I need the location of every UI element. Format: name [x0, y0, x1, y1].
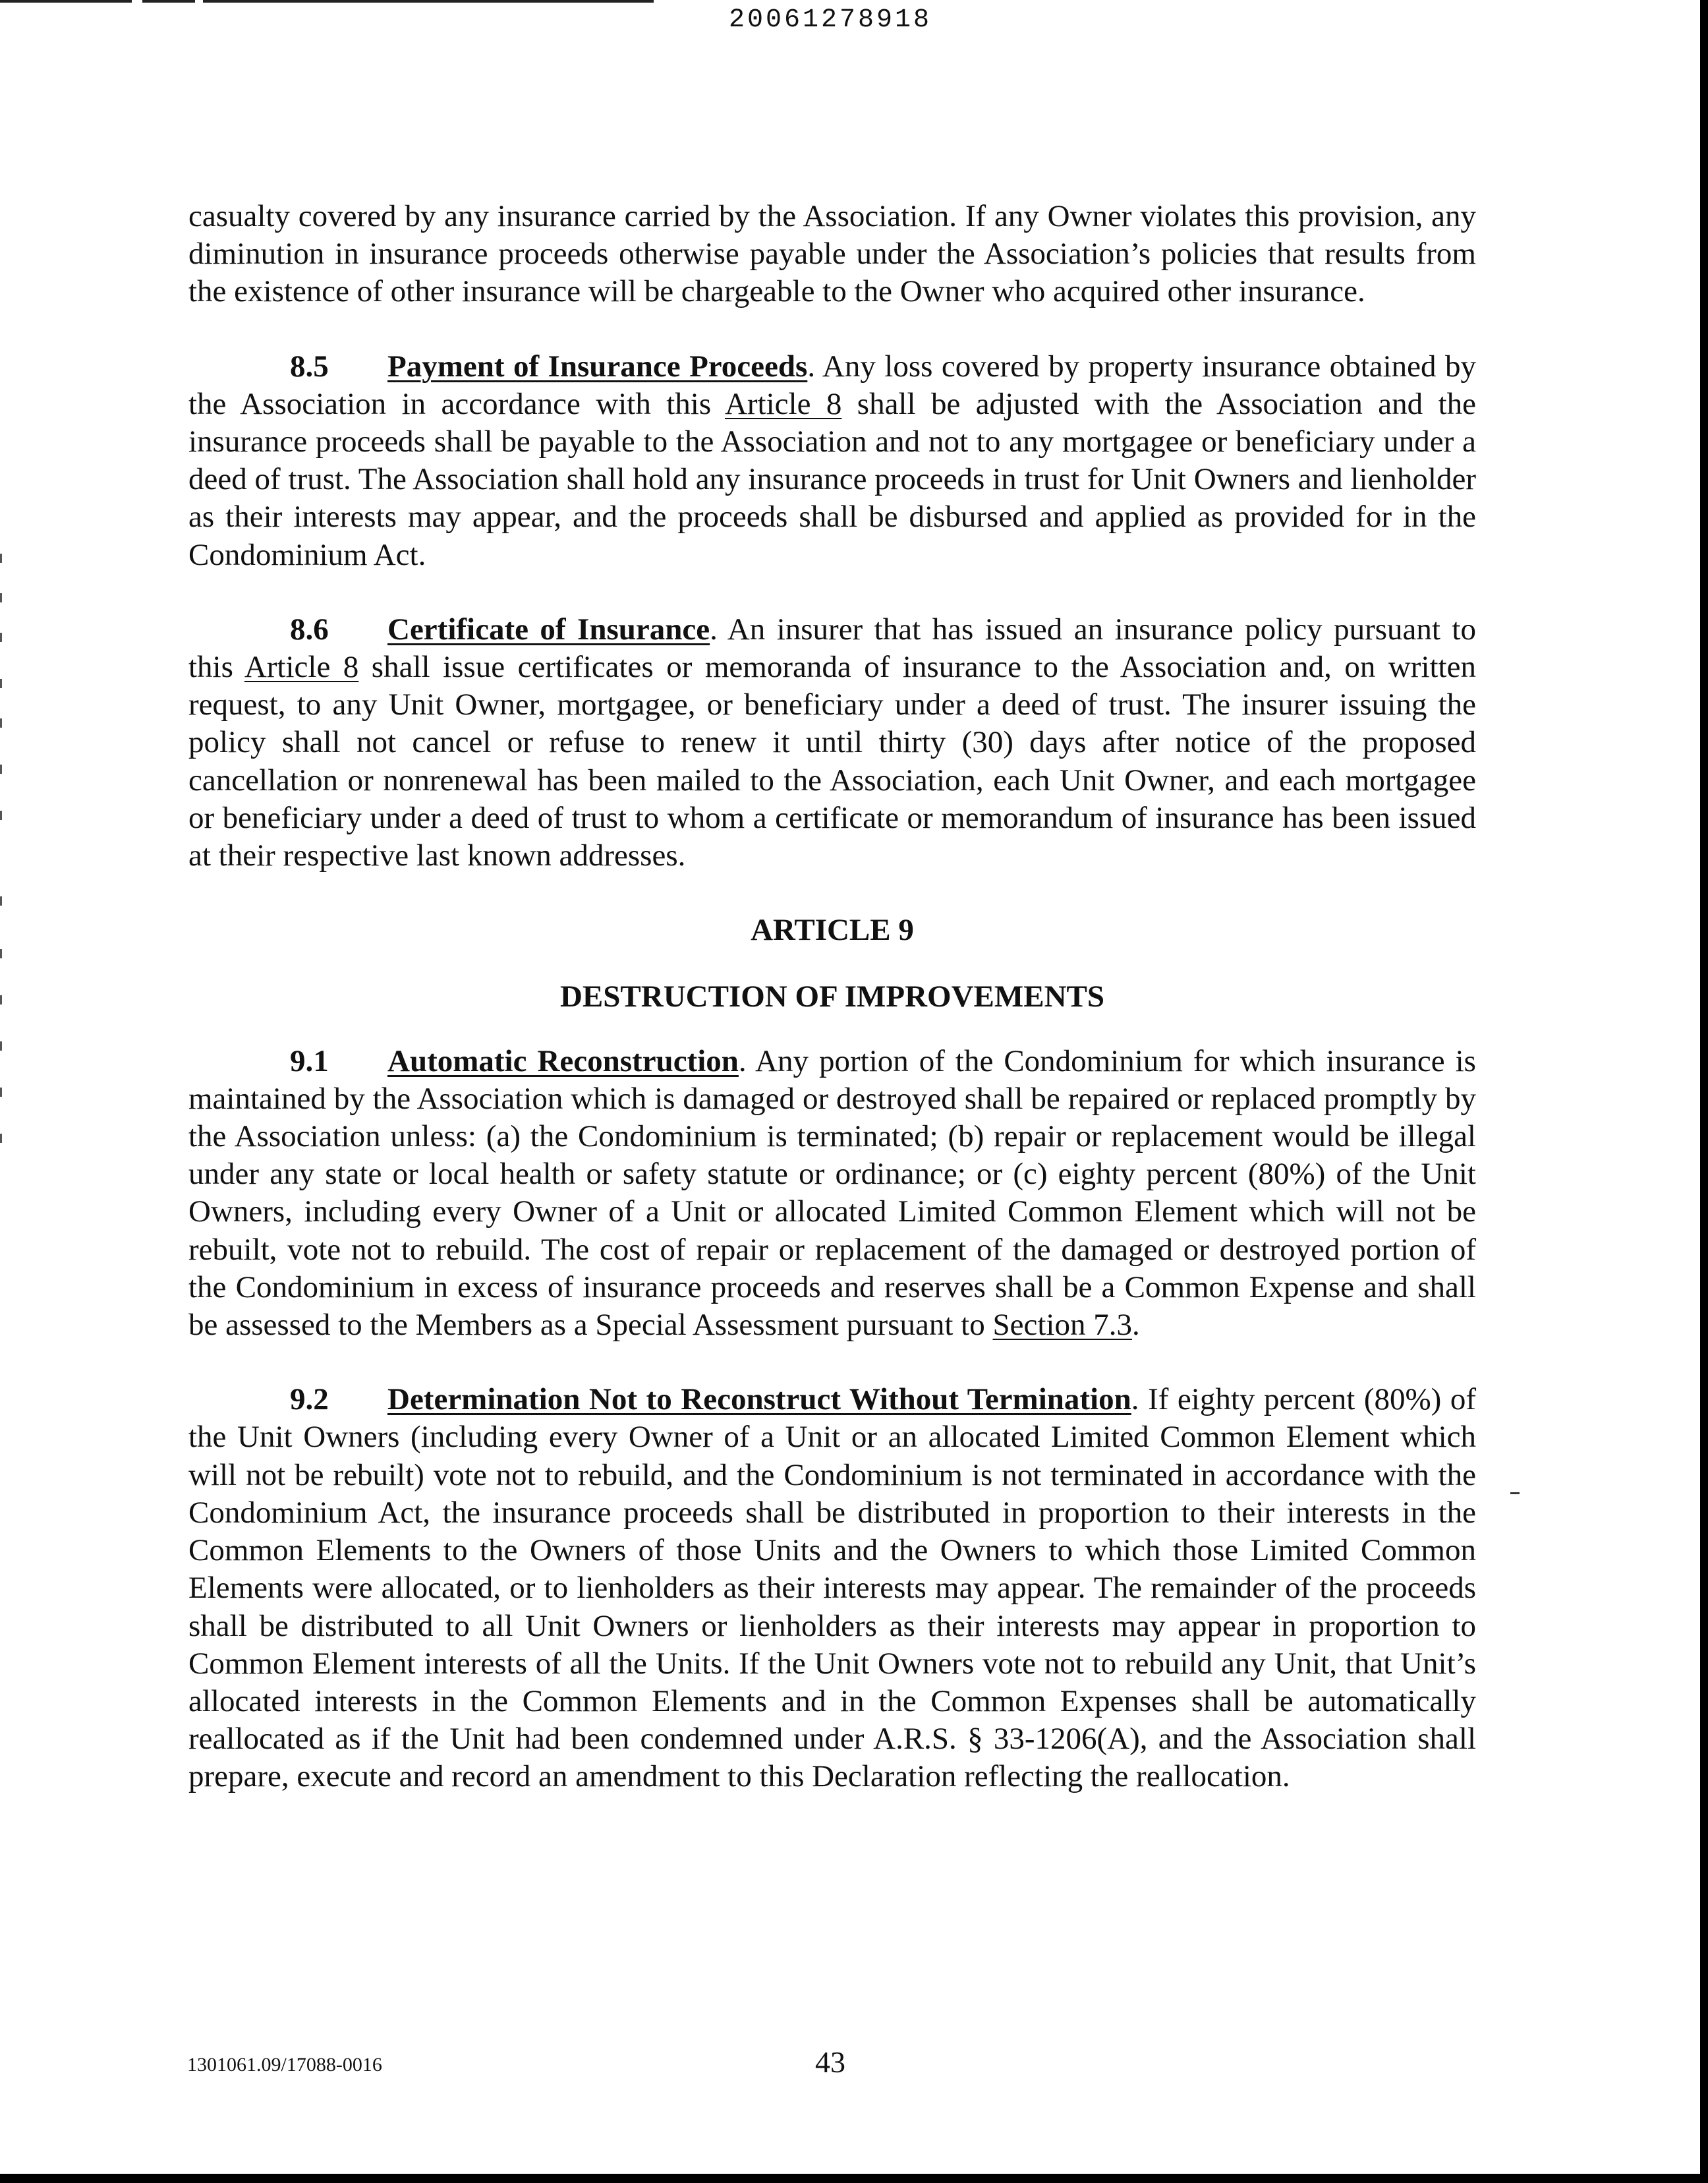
scan-artifact-line [0, 0, 132, 3]
section-8-5 [188, 348, 1476, 574]
section-title: Certificate of Insurance [387, 612, 710, 647]
document-number: 20061278918 [728, 5, 932, 35]
section-text: . If eighty percent (80%) of the Unit Owners (including every Owner of a Unit or an allocated Limited Common Element which will not be rebuilt) vote not to rebuild, and the Condominium is not terminated in accordance with the Condominium Act, the insurance proceeds shall be distributed in proportion to their interests in the Common Elements to the Owners of those Units and the Owners to which those Limited Common Elements were allocated, or to lienholders as their interests may appear. The remainder of the proceeds shall be distributed to all Unit Owners or lienholders as their interests may appear in proportion to Common Element interests of all the Units. If the Unit Owners vote not to rebuild any Unit, that Unit’s allocated interests in the Common Elements and in the Common Expenses shall be automatically reallocated as if the Unit had been condemned under A.R.S. § 33-1206(A), and the Association shall prepare, execute and record an amendment to this Declaration reflecting the reallocation. [188, 1382, 1476, 1794]
section-title: Payment of Insurance Proceeds [387, 349, 808, 384]
section-title: Determination Not to Reconstruct Without Termination [387, 1382, 1131, 1417]
article-label: ARTICLE 9 [751, 913, 914, 948]
page-body [188, 198, 1476, 1833]
scan-artifact-line [203, 0, 654, 3]
footer-file-id: 1301061.09/17088-0016 [187, 2054, 382, 2076]
section-text: . Any loss covered by property insurance obtained by the Association in accordance with this [188, 349, 1476, 421]
cross-reference-link: Article 8 [724, 386, 842, 421]
section-9-2 [188, 1381, 1476, 1795]
scan-edge-bottom [0, 2174, 1708, 2183]
page-number: 43 [815, 2045, 845, 2079]
section-text: . An insurer that has issued an insurance policy pursuant to this [188, 612, 1476, 685]
cross-reference-link: Article 8 [244, 650, 359, 685]
section-title: Automatic Reconstruction [387, 1043, 739, 1078]
section-text: shall be adjusted with the Association and the insurance proceeds shall be payable to the Association and not to any mortgagee or beneficiary under a deed of trust. The Association shall hold any insurance proceeds in trust for Unit Owners and lienholder as their interests may appear, and the proceeds shall be disbursed and applied as provided for in the Condominium Act. [188, 386, 1476, 572]
cross-reference-link: Section 7.3 [992, 1308, 1132, 1343]
section-text: . Any portion of the Condominium for which insurance is maintained by the Association which is damaged or destroyed shall be repaired or replaced promptly by the Association unless: (a) the Condominium is terminated; (b) repair or replacement would be illegal under any state or local health or safety statute or ordinance; or (c) eighty percent (80%) of the Unit Owners, including every Owner of a Unit or allocated Limited Common Element which will not be rebuilt, vote not to rebuild. The cost of repair or replacement of the damaged or destroyed portion of the Condominium in excess of insurance proceeds and reserves shall be a Common Expense and shall be assessed to the Members as a Special Assessment pursuant to [188, 1043, 1476, 1343]
section-number: 8.6 [290, 612, 329, 647]
article-title: DESTRUCTION OF IMPROVEMENTS [559, 979, 1105, 1014]
section-text: shall issue certificates or memoranda of insurance to the Association and, on written request, to any Unit Owner, mortgagee, or beneficiary under a deed of trust. The insurer issuing the policy shall not cancel or refuse to renew it until thirty (30) days after notice of the proposed cancellation or nonrenewal has been mailed to the Association, each Unit Owner, and each mortgagee or beneficiary under a deed of trust to whom a certificate or memorandum of insurance has been issued at their respective last known addresses. [188, 650, 1476, 873]
section-number: 8.5 [290, 349, 329, 384]
scan-artifact-line [142, 0, 195, 3]
scan-edge-left-ticks [0, 0, 3, 2183]
section-number: 9.2 [290, 1382, 329, 1417]
section-9-1 [188, 1043, 1476, 1345]
section-text: . [1131, 1308, 1140, 1343]
section-number: 9.1 [290, 1043, 329, 1078]
margin-mark [1510, 1492, 1520, 1494]
continuation-paragraph: casualty covered by any insurance carried by the Association. If any Owner violates this provision, any diminution in insurance proceeds otherwise payable under the Association’s policies that results from the existence of other insurance will be chargeable to the Owner who acquired other insurance. [188, 199, 1476, 309]
scan-edge-right [1700, 0, 1708, 2183]
section-8-6 [188, 611, 1476, 875]
